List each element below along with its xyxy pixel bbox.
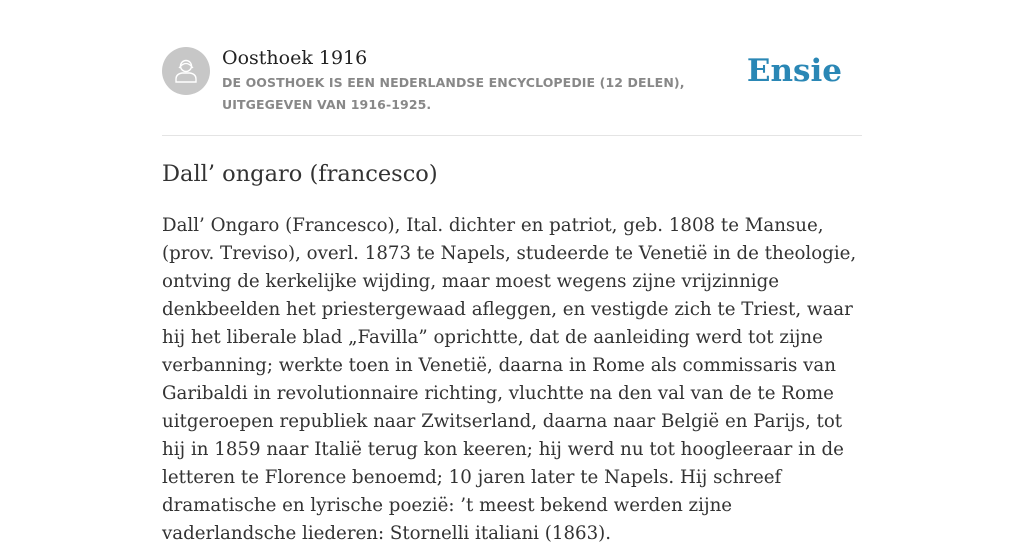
ensie-logo[interactable]: Ensie	[746, 53, 842, 89]
entry-body: Dall’ Ongaro (Francesco), Ital. dichter en patriot, geb. 1808 te Mansue, (prov. Treviso), overl. 1873 te Napels, studeerde te Venetië in de theologie, ontving de kerkelijke wijding, maar moest wegens zijne vrijzinnige denkbeelden het priestergewaad afleggen, en vestigde zich te Triest, waar hij het liberale blad „Favilla” oprichtte, dat de aanleiding werd tot zijne verbanning; werkte toen in Venetië, daarna in Rome als commissaris van Garibaldi in revolutionnaire richting, vluchtte na den val van de te Rome uitgeroepen republiek naar Zwitserland, daarna naar België en Parijs, tot hij in 1859 naar Italië terug kon keeren; hij werd nu tot hoogleeraar in de letteren te Florence benoemd; 10 jaren later te Napels. Hij schreef dramatische en lyrische poezië: ’t meest bekend werden zijne vaderlandsche liederen: Stornelli italiani (1863).	[162, 215, 857, 544]
user-outline-icon	[171, 56, 201, 86]
entry-title: Dall’ ongaro (francesco)	[162, 161, 438, 187]
avatar	[162, 47, 210, 95]
source-description: DE OOSTHOEK IS EEN NEDERLANDSE ENCYCLOPEDIE (12 DELEN), UITGEGEVEN VAN 1916-1925.	[222, 75, 685, 112]
source-header	[162, 46, 862, 116]
source-title[interactable]: Oosthoek 1916	[222, 47, 368, 69]
divider	[162, 135, 862, 136]
